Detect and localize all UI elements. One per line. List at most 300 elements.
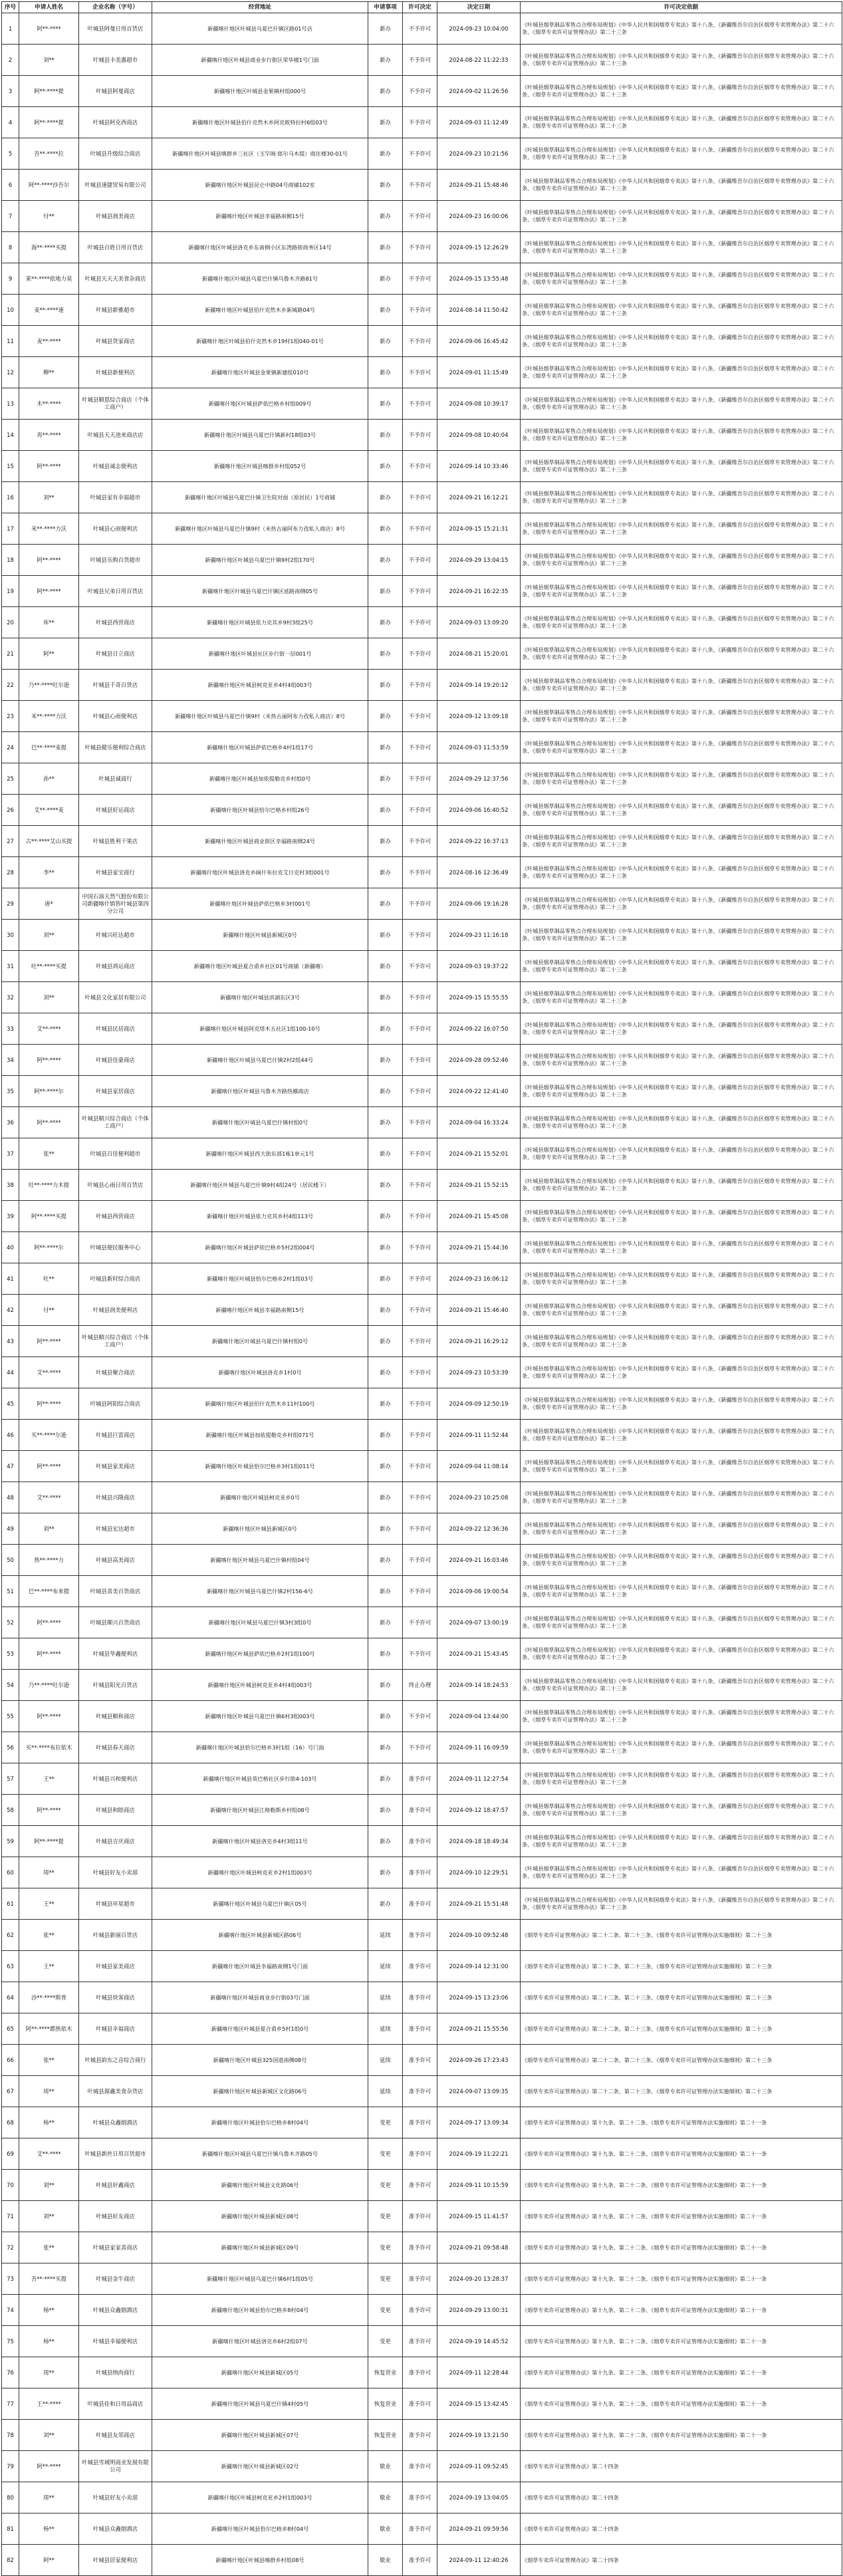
permit-decision: 不予许可: [403, 1701, 437, 1732]
table-row: [2, 482, 842, 513]
row-number: 41: [2, 1263, 19, 1295]
permit-decision: 不予许可: [403, 388, 437, 420]
permit-decision: 不予许可: [403, 326, 437, 357]
business-address: 新疆喀什地区叶城县金果镇村组000号: [152, 76, 368, 107]
table-row: [2, 2388, 842, 2420]
permit-decision: 准予许可: [403, 2045, 437, 2076]
decision-basis: 《叶城县烟草制品零售点合理布局规划》《中华人民共和国烟草专卖法》第十八条、《新疆维吾尔自治区烟草专卖管理办法》第二十六条、《烟草专卖许可证管理办法》第二十三条: [521, 1357, 842, 1388]
applicant-name: 阿**·****: [19, 1638, 79, 1670]
application-item: 延续: [368, 1920, 403, 1951]
row-number: 15: [2, 451, 19, 482]
application-item: 新办: [368, 1451, 403, 1482]
table-row: [2, 420, 842, 451]
enterprise-name: 叶城县聚合商店: [79, 1357, 152, 1388]
decision-basis: 《烟草专卖许可证管理办法》第二十二条、第二十三条、《烟草专卖许可证管理办法实施细则》第二十三条: [521, 1920, 842, 1951]
business-address: 新疆喀什地区叶城县新城区路06号: [152, 1920, 368, 1951]
row-number: 75: [2, 2326, 19, 2357]
applicant-name: 刘**: [19, 982, 79, 1013]
decision-date: 2024-09-08 10:40:04: [437, 420, 521, 451]
decision-basis: 《叶城县烟草制品零售点合理布局规划》《中华人民共和国烟草专卖法》第十八条、《新疆维吾尔自治区烟草专卖管理办法》第二十六条、《烟草专卖许可证管理办法》第二十三条: [521, 513, 842, 545]
business-address: 新疆喀什地区叶城县恰尔巴格乡村组26号: [152, 795, 368, 826]
permit-decision: 准予许可: [403, 2388, 437, 2420]
enterprise-name: 叶城县吉庆商店: [79, 1826, 152, 1857]
business-address: 新疆喀什地区叶城县洛克乡4村3组11号: [152, 1826, 368, 1857]
applicant-name: 吐**: [19, 1263, 79, 1295]
enterprise-name: 叶城县快客商店: [79, 1982, 152, 2013]
row-number: 68: [2, 2107, 19, 2138]
decision-date: 2024-09-23 10:04:00: [437, 13, 521, 45]
application-item: 新办: [368, 545, 403, 576]
table-row: [2, 1045, 842, 1076]
applicant-name: 阿**·****: [19, 1607, 79, 1638]
decision-date: 2024-09-10 12:29:51: [437, 1857, 521, 1888]
enterprise-name: 叶城县心雨便利店: [79, 513, 152, 545]
business-address: 新疆喀什地区叶城县幸福路南侧15号: [152, 201, 368, 232]
row-number: 48: [2, 1482, 19, 1513]
permit-decision: 不予许可: [403, 1576, 437, 1607]
business-address: 新疆喀什地区叶城县伯什克然木乡新城路04号: [152, 295, 368, 326]
enterprise-name: 叶城县顺兴综合商店（个体工商户）: [79, 1107, 152, 1138]
decision-date: 2024-09-14 10:33:46: [437, 451, 521, 482]
applicant-name: 阿**·****: [19, 1795, 79, 1826]
header-applicant: 申请人姓名: [19, 2, 79, 13]
enterprise-name: 叶城县兄弟日用百货店: [79, 576, 152, 607]
row-number: 10: [2, 295, 19, 326]
enterprise-name: 叶城县家宝商行: [79, 857, 152, 888]
permit-decision: 不予许可: [403, 795, 437, 826]
applicant-name: 阿**·****都热依木: [19, 2013, 79, 2045]
decision-date: 2024-09-11 12:28:44: [437, 2357, 521, 2388]
permit-decision: 准予许可: [403, 1951, 437, 1982]
row-number: 40: [2, 1232, 19, 1263]
decision-basis: 《叶城县烟草制品零售点合理布局规划》《中华人民共和国烟草专卖法》第十八条、《新疆维吾尔自治区烟草专卖管理办法》第二十六条、《烟草专卖许可证管理办法》第二十三条: [521, 1201, 842, 1232]
business-address: 新疆喀什地区叶城县滨湖东区3号: [152, 982, 368, 1013]
application-item: 新办: [368, 232, 403, 263]
decision-date: 2024-09-21 09:59:56: [437, 2513, 521, 2545]
applicant-name: 阿**·****沙吾尔: [19, 170, 79, 201]
business-address: 新疆喀什地区叶城县乌夏巴什镇乌鲁木齐路05号: [152, 2138, 368, 2170]
decision-basis: 《叶城县烟草制品零售点合理布局规划》《中华人民共和国烟草专卖法》第十八条、《新疆维吾尔自治区烟草专卖管理办法》第二十六条、《烟草专卖许可证管理办法》第二十三条: [521, 1170, 842, 1201]
decision-basis: 《叶城县烟草制品零售点合理布局规划》《中华人民共和国烟草专卖法》第十八条、《新疆维吾尔自治区烟草专卖管理办法》第二十六条、《烟草专卖许可证管理办法》第二十三条: [521, 357, 842, 388]
enterprise-name: 叶城县好鑫商店: [79, 2170, 152, 2201]
table-row: [2, 1607, 842, 1638]
permit-decision: 准予许可: [403, 2420, 437, 2451]
application-item: 新办: [368, 451, 403, 482]
enterprise-name: 叶城县阿阳综合商店: [79, 1388, 152, 1420]
applicant-name: 米**·****力沃: [19, 701, 79, 732]
enterprise-name: 叶城县西营商店: [79, 607, 152, 638]
enterprise-name: 叶城县环星超市: [79, 1888, 152, 1920]
table-row: [2, 76, 842, 107]
table-row: [2, 1513, 842, 1545]
table-row: [2, 170, 842, 201]
decision-date: 2024-09-21 15:45:08: [437, 1201, 521, 1232]
decision-basis: 《烟草专卖许可证管理办法》第十九条、第二十二条、《烟草专卖许可证管理办法实施细则》第二十一条: [521, 2326, 842, 2357]
row-number: 42: [2, 1295, 19, 1326]
row-number: 56: [2, 1732, 19, 1763]
decision-basis: 《叶城县烟草制品零售点合理布局规划》《中华人民共和国烟草专卖法》第十八条、《新疆维吾尔自治区烟草专卖管理办法》第二十六条、《烟草专卖许可证管理办法》第二十三条: [521, 1795, 842, 1826]
decision-basis: 《叶城县烟草制品零售点合理布局规划》《中华人民共和国烟草专卖法》第十八条、《新疆维吾尔自治区烟草专卖管理办法》第二十六条、《烟草专卖许可证管理办法》第二十三条: [521, 232, 842, 263]
table-row: [2, 1982, 842, 2013]
decision-basis: 《叶城县烟草制品零售点合理布局规划》《中华人民共和国烟草专卖法》第十八条、《新疆维吾尔自治区烟草专卖管理办法》第二十六条、《烟草专卖许可证管理办法》第二十三条: [521, 1732, 842, 1763]
business-address: 新疆喀什地区叶城县乌夏巴什镇4村05号: [152, 2388, 368, 2420]
row-number: 19: [2, 576, 19, 607]
table-row: [2, 1295, 842, 1326]
applicant-name: 沙**·****斯普: [19, 1982, 79, 2013]
row-number: 52: [2, 1607, 19, 1638]
application-item: 新办: [368, 1170, 403, 1201]
application-item: 新办: [368, 1420, 403, 1451]
applicant-name: 巴**·****布来提: [19, 1576, 79, 1607]
application-item: 新办: [368, 1638, 403, 1670]
row-number: 9: [2, 263, 19, 295]
application-item: 新办: [368, 1232, 403, 1263]
enterprise-name: 叶城县喜美百货商店: [79, 1576, 152, 1607]
permit-decision: 不予许可: [403, 545, 437, 576]
decision-date: 2024-09-22 16:07:50: [437, 1013, 521, 1045]
business-address: 新疆喀什地区叶城县文化路06号: [152, 2170, 368, 2201]
application-item: 变更: [368, 2232, 403, 2263]
permit-table: [1, 1, 842, 2576]
business-address: 新疆喀什地区叶城县昆仑中路04号商铺102室: [152, 170, 368, 201]
row-number: 61: [2, 1888, 19, 1920]
table-row: [2, 826, 842, 857]
table-row: [2, 45, 842, 76]
enterprise-name: 叶城县文化家居有限公司: [79, 982, 152, 1013]
business-address: 新疆喀什地区叶城县加依提勒克乡村组071号: [152, 1420, 368, 1451]
permit-decision: 不予许可: [403, 1076, 437, 1107]
applicant-name: 艾**·****麦: [19, 795, 79, 826]
table-row: [2, 513, 842, 545]
application-item: 新办: [368, 1670, 403, 1701]
decision-basis: 《烟草专卖许可证管理办法》第十九条、第二十二条、《烟草专卖许可证管理办法实施细则》第二十一条: [521, 2357, 842, 2388]
decision-basis: 《叶城县烟草制品零售点合理布局规划》《中华人民共和国烟草专卖法》第十八条、《新疆维吾尔自治区烟草专卖管理办法》第二十六条、《烟草专卖许可证管理办法》第二十三条: [521, 482, 842, 513]
application-item: 新办: [368, 107, 403, 138]
decision-date: 2024-09-11 12:40:26: [437, 2545, 521, 2576]
decision-basis: 《叶城县烟草制品零售点合理布局规划》《中华人民共和国烟草专卖法》第十八条、《新疆维吾尔自治区烟草专卖管理办法》第二十六条、《烟草专卖许可证管理办法》第二十三条: [521, 1607, 842, 1638]
row-number: 39: [2, 1201, 19, 1232]
enterprise-name: 叶城县百姓日用百货店: [79, 232, 152, 263]
permit-decision: 不予许可: [403, 1013, 437, 1045]
decision-date: 2024-09-14 19:20:12: [437, 670, 521, 701]
decision-date: 2024-09-07 13:00:19: [437, 1607, 521, 1638]
applicant-name: 张**: [19, 1920, 79, 1951]
application-item: 变更: [368, 2138, 403, 2170]
business-address: 新疆喀什地区叶城县新城区0号: [152, 920, 368, 951]
applicant-name: 刘**: [19, 2420, 79, 2451]
decision-basis: 《叶城县烟草制品零售点合理布局规划》《中华人民共和国烟草专卖法》第十八条、《新疆维吾尔自治区烟草专卖管理办法》第二十六条、《烟草专卖许可证管理办法》第二十三条: [521, 138, 842, 170]
applicant-name: 孙**: [19, 763, 79, 795]
application-item: 新办: [368, 1513, 403, 1545]
enterprise-name: 叶城县便民服务中心: [79, 1232, 152, 1263]
applicant-name: 买**·****尔逊: [19, 1420, 79, 1451]
decision-basis: 《叶城县烟草制品零售点合理布局规划》《中华人民共和国烟草专卖法》第十八条、《新疆维吾尔自治区烟草专卖管理办法》第二十六条、《烟草专卖许可证管理办法》第二十三条: [521, 701, 842, 732]
decision-basis: 《烟草专卖许可证管理办法》第十九条、第二十二条、《烟草专卖许可证管理办法实施细则》第二十一条: [521, 2263, 842, 2295]
row-number: 54: [2, 1670, 19, 1701]
table-row: [2, 107, 842, 138]
applicant-name: 王**: [19, 1951, 79, 1982]
permit-decision: 不予许可: [403, 232, 437, 263]
applicant-name: 吾**·****买提: [19, 2263, 79, 2295]
business-address: 新疆喀什地区叶城县萨依巴格乡2村1组100号: [152, 1638, 368, 1670]
permit-decision: 不予许可: [403, 670, 437, 701]
business-address: 新疆喀什地区叶城县加依提勒克乡村组0号: [152, 763, 368, 795]
permit-decision: 不予许可: [403, 1170, 437, 1201]
enterprise-name: 叶城县雪域明商业发展有限公司: [79, 2451, 152, 2482]
decision-basis: 《叶城县烟草制品零售点合理布局规划》《中华人民共和国烟草专卖法》第十八条、《新疆维吾尔自治区烟草专卖管理办法》第二十六条、《烟草专卖许可证管理办法》第二十三条: [521, 451, 842, 482]
table-row: [2, 920, 842, 951]
table-row: [2, 1357, 842, 1388]
row-number: 26: [2, 795, 19, 826]
business-address: 新疆喀什地区叶城县乌夏巴什镇9村2组170号: [152, 545, 368, 576]
applicant-name: 周**: [19, 2482, 79, 2513]
application-item: 新办: [368, 263, 403, 295]
row-number: 36: [2, 1107, 19, 1138]
applicant-name: 热**·****力: [19, 1545, 79, 1576]
applicant-name: 再**·****: [19, 420, 79, 451]
table-row: [2, 1420, 842, 1451]
enterprise-name: 叶城县乐购百货超市: [79, 545, 152, 576]
table-row: [2, 1107, 842, 1138]
application-item: 新办: [368, 701, 403, 732]
decision-date: 2024-09-18 18:49:34: [437, 1826, 521, 1857]
permit-decision: 不予许可: [403, 513, 437, 545]
table-row: [2, 295, 842, 326]
decision-date: 2024-09-23 16:06:12: [437, 1263, 521, 1295]
decision-date: 2024-09-21 15:52:15: [437, 1170, 521, 1201]
table-row: [2, 638, 842, 670]
table-row: [2, 232, 842, 263]
application-item: 变更: [368, 2295, 403, 2326]
business-address: 新疆喀什地区叶城县喀群乡村组08号: [152, 2545, 368, 2576]
row-number: 33: [2, 1013, 19, 1045]
row-number: 3: [2, 76, 19, 107]
enterprise-name: 叶城县千奇百货店: [79, 670, 152, 701]
application-item: 新办: [368, 888, 403, 920]
decision-date: 2024-09-02 11:26:56: [437, 76, 521, 107]
enterprise-name: 叶城县新丽百货店: [79, 1920, 152, 1951]
enterprise-name: 叶城兴旺达超市: [79, 920, 152, 951]
applicant-name: 阿**·****尔: [19, 1232, 79, 1263]
application-item: 歇业: [368, 2482, 403, 2513]
business-address: 新疆喀什地区叶城县商业步行街区荣华楼1号门面: [152, 45, 368, 76]
enterprise-name: 叶城县众鑫烟酒店: [79, 2107, 152, 2138]
row-number: 31: [2, 951, 19, 982]
decision-basis: 《叶城县烟草制品零售点合理布局规划》《中华人民共和国烟草专卖法》第十八条、《新疆维吾尔自治区烟草专卖管理办法》第二十六条、《烟草专卖许可证管理办法》第二十三条: [521, 76, 842, 107]
enterprise-name: 叶城县阿曼日用百货店: [79, 13, 152, 45]
permit-decision: 准予许可: [403, 2482, 437, 2513]
decision-basis: 《叶城县烟草制品零售点合理布局规划》《中华人民共和国烟草专卖法》第十八条、《新疆维吾尔自治区烟草专卖管理办法》第二十六条、《烟草专卖许可证管理办法》第二十三条: [521, 295, 842, 326]
table-row: [2, 1326, 842, 1357]
decision-basis: 《叶城县烟草制品零售点合理布局规划》《中华人民共和国烟草专卖法》第十八条、《新疆维吾尔自治区烟草专卖管理办法》第二十六条、《烟草专卖许可证管理办法》第二十三条: [521, 388, 842, 420]
enterprise-name: 叶城县兴隆商店: [79, 1482, 152, 1513]
application-item: 新办: [368, 76, 403, 107]
decision-date: 2024-09-11 11:52:44: [437, 1420, 521, 1451]
enterprise-name: 叶城县心雨日用百货店: [79, 1170, 152, 1201]
enterprise-name: 叶城县和睦商店: [79, 1795, 152, 1826]
business-address: 新疆喀什地区叶城县伯什克然木乡阿克欧特拉村6组03号: [152, 107, 368, 138]
application-item: 延续: [368, 2013, 403, 2045]
business-address: 新疆喀什地区叶城县乌夏巴什镇新村18组03号: [152, 420, 368, 451]
row-number: 49: [2, 1513, 19, 1545]
header-enterprise: 企业名称（字号）: [79, 2, 152, 13]
enterprise-name: 叶城县速捷贸易有限公司: [79, 170, 152, 201]
enterprise-name: 叶城县高美商店: [79, 1545, 152, 1576]
decision-date: 2024-09-04 16:33:24: [437, 1107, 521, 1138]
decision-date: 2024-09-28 09:52:46: [437, 1045, 521, 1076]
application-item: 新办: [368, 1607, 403, 1638]
decision-date: 2024-09-21 09:58:48: [437, 2232, 521, 2263]
decision-basis: 《烟草专卖许可证管理办法》第十九条、第二十二条、《烟草专卖许可证管理办法实施细则》第二十一条: [521, 2201, 842, 2232]
permit-decision: 准予许可: [403, 2326, 437, 2357]
application-item: 延续: [368, 1982, 403, 2013]
business-address: 新疆喀什地区叶城县乌夏巴什镇9村（米热古丽阿布力孜私人商店）8号: [152, 513, 368, 545]
permit-decision: 不予许可: [403, 451, 437, 482]
decision-date: 2024-09-09 12:50:19: [437, 1388, 521, 1420]
row-number: 67: [2, 2076, 19, 2107]
enterprise-name: 叶城县好友商店: [79, 2201, 152, 2232]
application-item: 新办: [368, 482, 403, 513]
decision-basis: 《烟草专卖许可证管理办法》第二十四条: [521, 2545, 842, 2576]
business-address: 新疆喀什地区叶城县商业街区幸福路南侧24号: [152, 826, 368, 857]
enterprise-name: 叶城县居家便利店: [79, 2545, 152, 2576]
permit-decision: 准予许可: [403, 2295, 437, 2326]
application-item: 新办: [368, 1045, 403, 1076]
permit-decision: 不予许可: [403, 1045, 437, 1076]
table-row: [2, 670, 842, 701]
applicant-name: 刘**: [19, 1513, 79, 1545]
application-item: 新办: [368, 1388, 403, 1420]
table-row: [2, 2201, 842, 2232]
decision-basis: 《叶城县烟草制品零售点合理布局规划》《中华人民共和国烟草专卖法》第十八条、《新疆维吾尔自治区烟草专卖管理办法》第二十六条、《烟草专卖许可证管理办法》第二十三条: [521, 951, 842, 982]
applicant-name: 麦**·****速: [19, 295, 79, 326]
enterprise-name: 叶城县纳尚商行: [79, 2357, 152, 2388]
permit-decision: 准予许可: [403, 2107, 437, 2138]
applicant-name: 木**·****: [19, 388, 79, 420]
table-row: [2, 1888, 842, 1920]
enterprise-name: 叶城县华鑫便利店: [79, 1638, 152, 1670]
decision-date: 2024-09-15 13:23:06: [437, 1982, 521, 2013]
row-number: 21: [2, 638, 19, 670]
enterprise-name: 叶城县巨富商店: [79, 1420, 152, 1451]
permit-decision: 不予许可: [403, 1482, 437, 1513]
application-item: 新办: [368, 357, 403, 388]
applicant-name: 阿**·****提: [19, 1826, 79, 1857]
enterprise-name: 叶城县新时综合商店: [79, 1263, 152, 1295]
row-number: 65: [2, 2013, 19, 2045]
business-address: 新疆喀什地区叶城县伯什克然木乡19村1组040-01号: [152, 326, 368, 357]
enterprise-name: 叶城县阿曼商店: [79, 76, 152, 107]
permit-decision: 不予许可: [403, 295, 437, 326]
decision-date: 2024-09-23 10:53:39: [437, 1357, 521, 1388]
enterprise-name: 叶城县新便利店: [79, 357, 152, 388]
business-address: 新疆喀什地区叶城县乌夏巴什镇9村（米热古丽阿布力孜私人商店）8号: [152, 701, 368, 732]
enterprise-name: 叶城县家居商店: [79, 1076, 152, 1107]
enterprise-name: 叶城县宏达超市: [79, 1513, 152, 1545]
row-number: 63: [2, 1951, 19, 1982]
applicant-name: 王**: [19, 1763, 79, 1795]
applicant-name: 乃**·****吐尔逊: [19, 1670, 79, 1701]
permit-decision: 准予许可: [403, 2545, 437, 2576]
decision-date: 2024-09-23 11:16:18: [437, 920, 521, 951]
application-item: 延续: [368, 2076, 403, 2107]
decision-basis: 《叶城县烟草制品零售点合理布局规划》《中华人民共和国烟草专卖法》第十八条、《新疆维吾尔自治区烟草专卖管理办法》第二十六条、《烟草专卖许可证管理办法》第二十三条: [521, 201, 842, 232]
application-item: 新办: [368, 982, 403, 1013]
permit-decision: 不予许可: [403, 1107, 437, 1138]
decision-date: 2024-09-11 16:09:59: [437, 1732, 521, 1763]
decision-date: 2024-09-20 13:28:37: [437, 2263, 521, 2295]
enterprise-name: 叶城县众鑫烟酒店: [79, 2295, 152, 2326]
business-address: 新疆喀什地区叶城县新城区08号: [152, 2201, 368, 2232]
application-item: 新办: [368, 1201, 403, 1232]
application-item: 新办: [368, 576, 403, 607]
decision-basis: 《叶城县烟草制品零售点合理布局规划》《中华人民共和国烟草专卖法》第十八条、《新疆维吾尔自治区烟草专卖管理办法》第二十六条、《烟草专卖许可证管理办法》第二十三条: [521, 13, 842, 45]
header-no: 序号: [2, 2, 19, 13]
decision-basis: 《叶城县烟草制品零售点合理布局规划》《中华人民共和国烟草专卖法》第十八条、《新疆维吾尔自治区烟草专卖管理办法》第二十六条、《烟草专卖许可证管理办法》第二十三条: [521, 1420, 842, 1451]
applicant-name: 阿**·****: [19, 1451, 79, 1482]
decision-basis: 《叶城县烟草制品零售点合理布局规划》《中华人民共和国烟草专卖法》第十八条、《新疆维吾尔自治区烟草专卖管理办法》第二十六条、《烟草专卖许可证管理办法》第二十三条: [521, 1857, 842, 1888]
permit-decision: 准予许可: [403, 2013, 437, 2045]
table-row: [2, 576, 842, 607]
header-item: 申请事项: [368, 2, 403, 13]
application-item: 新办: [368, 857, 403, 888]
decision-date: 2024-09-21 16:22:35: [437, 576, 521, 607]
applicant-name: 付**: [19, 1295, 79, 1326]
applicant-name: 吐**·****买提: [19, 951, 79, 982]
applicant-name: 阿**·****: [19, 1107, 79, 1138]
row-number: 14: [2, 420, 19, 451]
application-item: 新办: [368, 732, 403, 763]
decision-basis: 《叶城县烟草制品零售点合理布局规划》《中华人民共和国烟草专卖法》第十八条、《新疆维吾尔自治区烟草专卖管理办法》第二十六条、《烟草专卖许可证管理办法》第二十三条: [521, 420, 842, 451]
application-item: 新办: [368, 138, 403, 170]
permit-decision: 准予许可: [403, 2451, 437, 2482]
decision-date: 2024-09-17 13:09:34: [437, 2107, 521, 2138]
business-address: 新疆喀什地区叶城县乌夏巴什镇村组04号: [152, 1545, 368, 1576]
decision-basis: 《烟草专卖许可证管理办法》第十九条、第二十二条、《烟草专卖许可证管理办法实施细则》第二十一条: [521, 2138, 842, 2170]
decision-date: 2024-09-23 10:25:08: [437, 1482, 521, 1513]
decision-date: 2024-09-11 10:15:59: [437, 2170, 521, 2201]
applicant-name: 米**·****力沃: [19, 513, 79, 545]
decision-date: 2024-08-21 15:20:01: [437, 638, 521, 670]
enterprise-name: 叶城县阳光百货店: [79, 1670, 152, 1701]
row-number: 12: [2, 357, 19, 388]
decision-basis: 《叶城县烟草制品零售点合理布局规划》《中华人民共和国烟草专卖法》第十八条、《新疆维吾尔自治区烟草专卖管理办法》第二十六条、《烟草专卖许可证管理办法》第二十三条: [521, 170, 842, 201]
decision-date: 2024-09-03 11:53:59: [437, 732, 521, 763]
decision-basis: 《烟草专卖许可证管理办法》第二十二条、第二十三条、《烟草专卖许可证管理办法实施细则》第二十三条: [521, 2045, 842, 2076]
permit-decision: 不予许可: [403, 201, 437, 232]
decision-date: 2024-09-21 15:52:01: [437, 1138, 521, 1170]
decision-date: 2024-09-01 11:15:49: [437, 357, 521, 388]
permit-decision: 不予许可: [403, 1357, 437, 1388]
table-row: [2, 2263, 842, 2295]
table-row: [2, 201, 842, 232]
enterprise-name: 叶城县韵东之音综合商行: [79, 2045, 152, 2076]
enterprise-name: 叶城县天天池来商店店: [79, 420, 152, 451]
decision-date: 2024-09-15 12:26:29: [437, 232, 521, 263]
decision-basis: 《烟草专卖许可证管理办法》第二十二条、第二十三条、《烟草专卖许可证管理办法实施细则》第二十三条: [521, 2013, 842, 2045]
table-row: [2, 2482, 842, 2513]
decision-date: 2024-09-21 15:43:45: [437, 1638, 521, 1670]
decision-date: 2024-09-22 16:37:13: [437, 826, 521, 857]
table-row: [2, 1482, 842, 1513]
application-item: 变更: [368, 2107, 403, 2138]
row-number: 18: [2, 545, 19, 576]
decision-basis: 《叶城县烟草制品零售点合理布局规划》《中华人民共和国烟草专卖法》第十八条、《新疆维吾尔自治区烟草专卖管理办法》第二十六条、《烟草专卖许可证管理办法》第二十三条: [521, 1888, 842, 1920]
application-item: 新办: [368, 170, 403, 201]
header-decision: 许可决定: [403, 2, 437, 13]
table-row: [2, 2138, 842, 2170]
table-row: [2, 388, 842, 420]
